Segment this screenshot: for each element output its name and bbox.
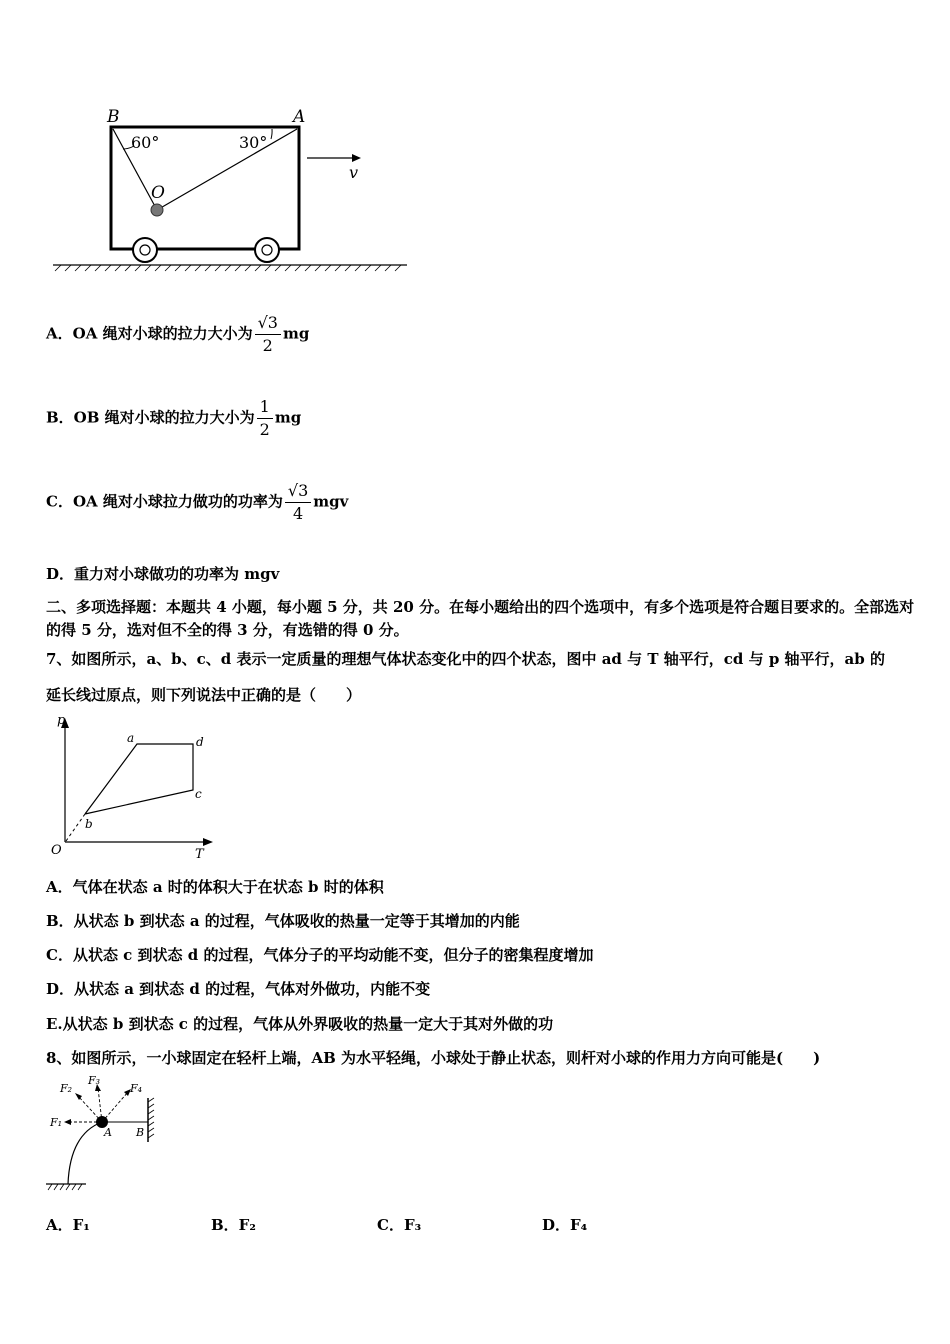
point-c: c [195,787,202,801]
point-d: d [196,735,204,749]
q8-stem: 8、如图所示，一小球固定在轻杆上端，AB 为水平轻绳，小球处于静止状态，则杆对小球的作用力方向可能是( ) [46,1049,821,1067]
q8-option-D: D．F₄ [542,1216,588,1234]
q7-stem-line1: 7、如图所示，a、b、c、d 表示一定质量的理想气体状态变化中的四个状态，图中 ad 与 T 轴平行，cd 与 p 轴平行，ab 的 [46,650,885,668]
q8-option-A: A．F₁ [46,1216,90,1234]
q7-option-A: A．气体在状态 a 时的体积大于在状态 b 时的体积 [46,878,384,896]
angle-A: 30° [239,133,268,152]
q7-option-E: E.从状态 b 到状态 c 的过程，气体从外界吸收的热量一定大于其对外做的功 [46,1015,554,1033]
force-F4: F₄ [130,1082,143,1095]
q8-option-B: B．F₂ [211,1216,256,1234]
fraction: $\frac{1}{2}$ [257,396,273,441]
rod-figure [40,1074,170,1194]
axis-p: p [57,713,66,728]
pT-graph [45,712,225,862]
force-F3: F₃ [88,1074,101,1087]
q7-option-B: B．从状态 b 到状态 a 的过程，气体吸收的热量一定等于其增加的内能 [46,912,520,930]
force-F1: F₁ [50,1116,63,1129]
option-B: B．OB 绳对小球的拉力大小为 $\frac{1}{2}$ mg [46,397,302,439]
fraction: $\frac{√3}{4}$ [285,480,311,525]
label-B: B [136,1126,145,1139]
q7-option-D: D．从状态 a 到状态 d 的过程，气体对外做功，内能不变 [46,980,431,998]
label-A: A [293,107,306,127]
q7-stem-line2: 延长线过原点，则下列说法中正确的是（ ） [46,686,362,704]
force-F2: F₂ [60,1082,73,1095]
option-A: A．OA 绳对小球的拉力大小为 $\frac{√3}{2}$ mg [46,313,310,355]
label-v: v [349,163,359,182]
option-C: C．OA 绳对小球拉力做功的功率为 $\frac{√3}{4}$ mgv [46,481,349,523]
label-A: A [104,1126,112,1139]
origin-O: O [51,843,62,858]
section-heading: 二、多项选择题：本题共 4 小题，每小题 5 分，共 20 分。在每小题给出的四个选项中，有多个选项是符合题目要求的。全部选对的得 5 分，选对但不全的得 3 分，有选错的得 0 分。 [46,598,915,639]
axis-T: T [195,847,204,862]
q7-option-C: C．从状态 c 到状态 d 的过程，气体分子的平均动能不变，但分子的密集程度增加 [46,946,594,964]
cart-figure [45,100,425,280]
q8-option-C: C．F₃ [377,1216,422,1234]
fraction: $\frac{√3}{2}$ [255,312,281,357]
label-B: B [107,107,120,127]
point-a: a [127,731,135,745]
angle-B: 60° [131,133,160,152]
point-b: b [85,817,93,831]
option-D: D．重力对小球做功的功率为 mgv [46,565,280,583]
label-O: O [151,183,165,203]
